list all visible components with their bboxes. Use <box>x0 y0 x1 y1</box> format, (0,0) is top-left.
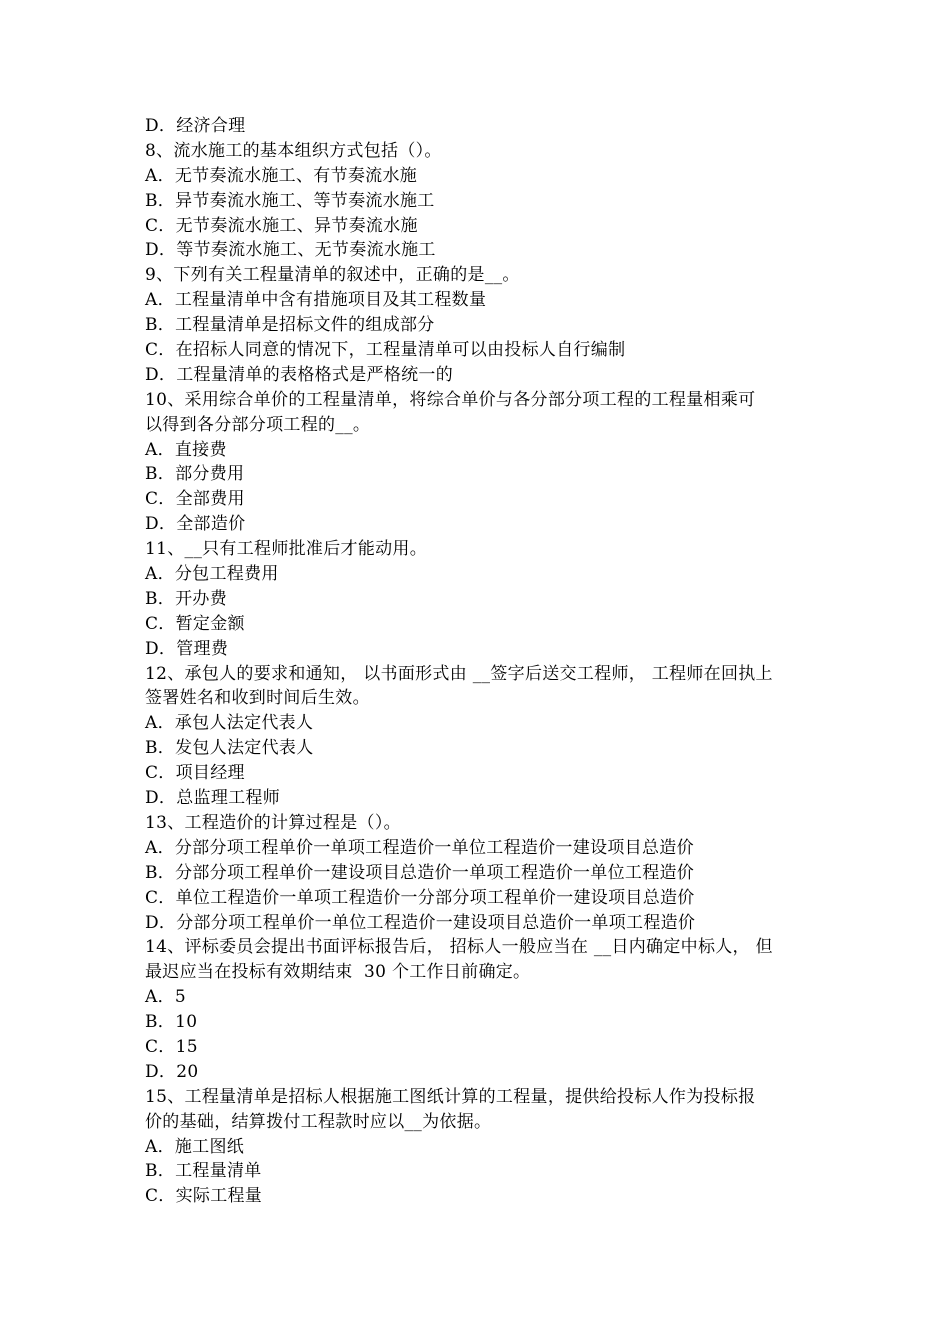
text-line: C．项目经理 <box>145 763 245 784</box>
text-line: 12、承包人的要求和通知， 以书面形式由 __签字后送交工程师， 工程师在回执上 <box>145 663 773 684</box>
text-line: 8、流水施工的基本组织方式包括（）。 <box>145 140 442 161</box>
text-line: C．全部费用 <box>145 489 245 510</box>
text-line: 最迟应当在投标有效期结束 30 个工作日前确定。 <box>145 962 531 983</box>
text-line: B．分部分项工程单价一建设项目总造价一单项工程造价一单位工程造价 <box>145 862 695 883</box>
text-line: 签署姓名和收到时间后生效。 <box>145 688 370 709</box>
text-line: A．5 <box>145 987 186 1008</box>
text-line: C．15 <box>145 1036 198 1057</box>
text-line: 10、采用综合单价的工程量清单，将综合单价与各分部分项工程的工程量相乘可 <box>145 389 756 410</box>
text-line: C．单位工程造价一单项工程造价一分部分项工程单价一建设项目总造价 <box>145 887 695 908</box>
text-line: D．20 <box>145 1061 199 1082</box>
text-line: B．工程量清单是招标文件的组成部分 <box>145 315 435 336</box>
text-line: D．全部造价 <box>145 514 246 535</box>
text-line: A．分部分项工程单价一单项工程造价一单位工程造价一建设项目总造价 <box>145 837 694 858</box>
text-line: A．分包工程费用 <box>145 564 279 585</box>
text-line: B．部分费用 <box>145 464 245 485</box>
text-line: D．经济合理 <box>145 116 246 136</box>
text-line: B．10 <box>145 1012 198 1033</box>
document-body <box>145 114 825 1209</box>
text-line: 11、__只有工程师批准后才能动用。 <box>145 539 428 560</box>
text-line: A．承包人法定代表人 <box>145 713 314 734</box>
text-line: A．直接费 <box>145 439 227 460</box>
text-line: A．无节奏流水施工、有节奏流水施 <box>145 165 418 186</box>
text-line: B．发包人法定代表人 <box>145 738 314 759</box>
text-line: 14、评标委员会提出书面评标报告后， 招标人一般应当在 __日内确定中标人， 但 <box>145 937 773 958</box>
text-line: B．异节奏流水施工、等节奏流水施工 <box>145 190 435 211</box>
text-line: 以得到各分部分项工程的__。 <box>145 414 371 435</box>
text-line: 9、下列有关工程量清单的叙述中，正确的是__。 <box>145 265 520 286</box>
text-line: B．工程量清单 <box>145 1161 262 1182</box>
text-line: A．施工图纸 <box>145 1136 245 1157</box>
text-line: D．总监理工程师 <box>145 788 281 809</box>
text-line: 价的基础，结算拨付工程款时应以__为依据。 <box>145 1111 492 1132</box>
text-line: D．分部分项工程单价一单位工程造价一建设项目总造价一单项工程造价 <box>145 912 696 933</box>
text-line: 13、工程造价的计算过程是（）。 <box>145 812 401 833</box>
text-line: D．等节奏流水施工、无节奏流水施工 <box>145 240 436 261</box>
text-line: A．工程量清单中含有措施项目及其工程数量 <box>145 290 487 311</box>
text-line: C．在招标人同意的情况下，工程量清单可以由投标人自行编制 <box>145 340 626 361</box>
text-line: C．暂定金额 <box>145 613 245 634</box>
text-line: C．实际工程量 <box>145 1186 263 1207</box>
text-line: 15、工程量清单是招标人根据施工图纸计算的工程量，提供给投标人作为投标报 <box>145 1086 756 1107</box>
text-line: B．开办费 <box>145 588 227 609</box>
text-line: D．管理费 <box>145 638 229 659</box>
text-line: C．无节奏流水施工、异节奏流水施 <box>145 215 418 236</box>
text-line: D．工程量清单的表格格式是严格统一的 <box>145 364 454 385</box>
